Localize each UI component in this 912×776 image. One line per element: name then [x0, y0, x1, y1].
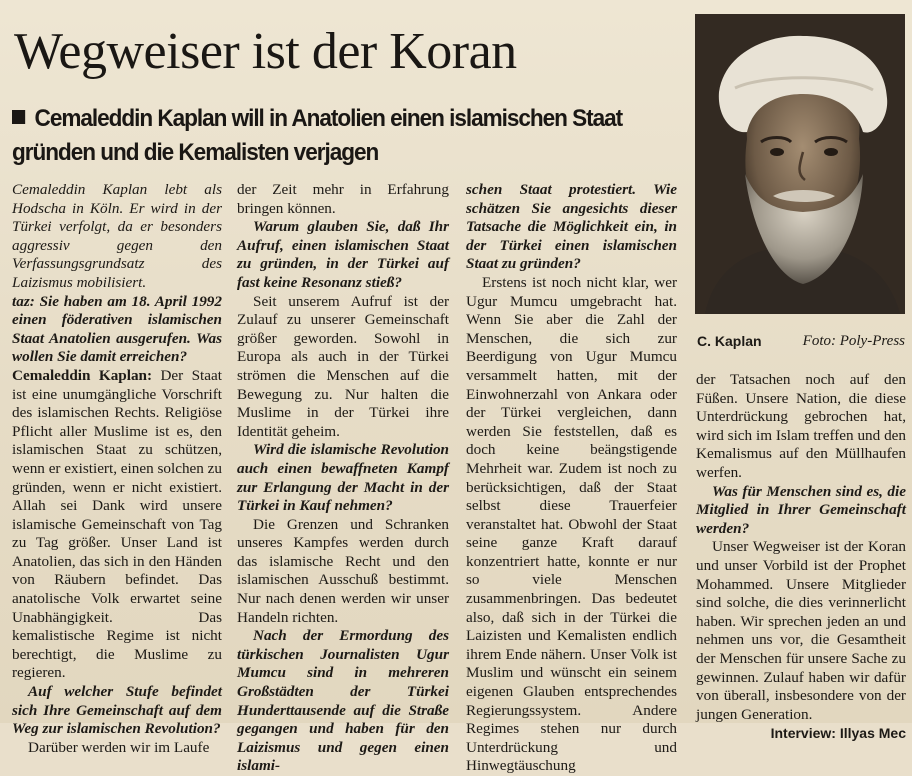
intro-paragraph: Cemaleddin Kaplan lebt als Hodscha in Köln. Er wird in der Türkei verfolgt, da er besonders aggressiv gegen den Verfassungsgrundsatz des Laizismus mobilisiert.	[12, 181, 222, 291]
answer-2-start: Darüber werden wir im Laufe	[28, 738, 210, 756]
question-1: taz: Sie haben am 18. April 1992 einen föderativen islamischen Staat Anatolien ausgerufen. Was wollen Sie damit erreichen?	[12, 292, 222, 366]
answer-6: Unser Wegweiser ist der Koran und unser Vorbild ist der Prophet Mohammed. Unsere Mitglieder sind solche, die dies verinnerlicht haben. Wir sprechen jeden an und nehmen uns vor, die Gesamtheit der Menschen für unsere Sache zu gewinnen. Zulauf haben wir dafür von überall, insbesondere von der jungen Generation.	[696, 538, 906, 723]
article-column-3	[466, 181, 677, 776]
portrait-illustration	[695, 14, 905, 314]
question-6: Was für Menschen sind es, die Mitglied in Ihrer Gemeinschaft werden?	[696, 482, 906, 537]
portrait-photo	[695, 14, 905, 314]
answer-2-cont: der Zeit mehr in Erfahrung bringen können.	[237, 181, 449, 217]
answer-1	[12, 367, 222, 683]
headline: Wegweiser ist der Koran	[14, 23, 517, 80]
answer-5: Erstens ist noch nicht klar, wer Ugur Mumcu umgebracht hat. Wenn Sie aber die Zahl der Menschen, die sich zur Beerdigung von Ugur Mumcu versammelt hatten, mit der Einwohnerzahl von Ankara oder der Türkei vergleichen, dann werden Sie feststellen, daß es doch keine beängstigende Mehrheit war. Zudem ist noch zu berücksichtigen, daß der Staat selbst diese Trauerfeier veranstaltet hat. Obwohl der Staat seine ganze Kraft darauf konzentriert hatte, konnte er nur so viele Menschen zusammenbringen. Das bedeutet also, daß sich in der Türkei die Laizisten und Kemalisten endlich ihrem Ende nähern. Unser Volk ist Muslim und wünscht ein seinem eigenen Glauben entsprechendes Regierungssystem. Andere Regimes stehen nur durch Unterdrückung und Hinwegtäuschung	[466, 273, 677, 775]
answer-3: Seit unserem Aufruf ist der Zulauf zu unserer Gemeinschaft größer geworden. Sowohl in Europa als auch in der Türkei strömen die Menschen auf die Bewegung zu. Nur halten die Muslime in der Türkei ihre Identität geheim.	[237, 292, 449, 440]
interview-signature: Interview: Illyas Mec	[770, 725, 906, 742]
answer-1-text: Der Staat ist eine unumgängliche Vorschrift des islamischen Rechts. Religiöse Pflicht aller Muslime ist es, den islamischen Staat zu schützen, wenn er existiert, einen solchen zu gründen, wenn er nicht existiert. Allah sei Dank wird unsere islamische Gemeinschaft von Tag zu Tag größer. Unser Land ist Anatolien, das sich in den Händen von Räubern befindet. Das anatolische Volk erwartet seine Unabhängigkeit. Das kemalistische Regime ist nicht berechtigt, die Muslime zu regieren.	[12, 366, 223, 682]
article-column-1	[12, 181, 222, 757]
question-4: Wird die islamische Revolution auch einen bewaffneten Kampf zur Erlangung der Macht in der Türkei in Kauf nehmen?	[237, 441, 449, 515]
photo-caption	[697, 332, 905, 351]
article-column-4	[696, 371, 906, 743]
subheadline-text: Cemaleddin Kaplan will in Anatolien einen islamischen Staat gründen und die Kemalisten verjagen	[12, 105, 623, 166]
subheadline	[12, 102, 644, 170]
question-2: Auf welcher Stufe befindet sich Ihre Gemeinschaft auf dem Weg zur islamischen Revolution?	[12, 683, 222, 738]
bullet-square-icon	[12, 110, 25, 124]
answer-4: Die Grenzen und Schranken unseres Kampfes werden durch das islamische Recht und den islamischen Ausschuß bestimmt. Nur nach denen werden wir unser Handeln richten.	[237, 515, 449, 626]
article-column-2	[237, 181, 449, 776]
answer-lead: Cemaleddin Kaplan:	[12, 366, 153, 384]
caption-name: C. Kaplan	[697, 333, 762, 349]
question-3: Warum glauben Sie, daß Ihr Aufruf, einen islamischen Staat zu gründen, in der Türkei auf fast keine Resonanz stieß?	[237, 218, 449, 291]
question-5-start: Nach der Ermordung des türkischen Journalisten Ugur Mumcu sind in mehreren Großstädten der Türkei Hunderttausende auf die Straße gegangen und haben für den Laizismus und gegen einen islami-	[237, 627, 449, 775]
answer-5-cont: der Tatsachen noch auf den Füßen. Unsere Nation, die diese Unterdrückung gebrochen hat, wird sich im Islam treffen und den Kemalismus auf den Müllhaufen werfen.	[696, 371, 906, 481]
question-5-cont: schen Staat protestiert. Wie schätzen Sie angesichts dieser Tatsache die Möglichkeit ein, in der Türkei einen islamischen Staat zu gründen?	[466, 181, 677, 273]
caption-credit: Foto: Poly-Press	[802, 333, 905, 349]
